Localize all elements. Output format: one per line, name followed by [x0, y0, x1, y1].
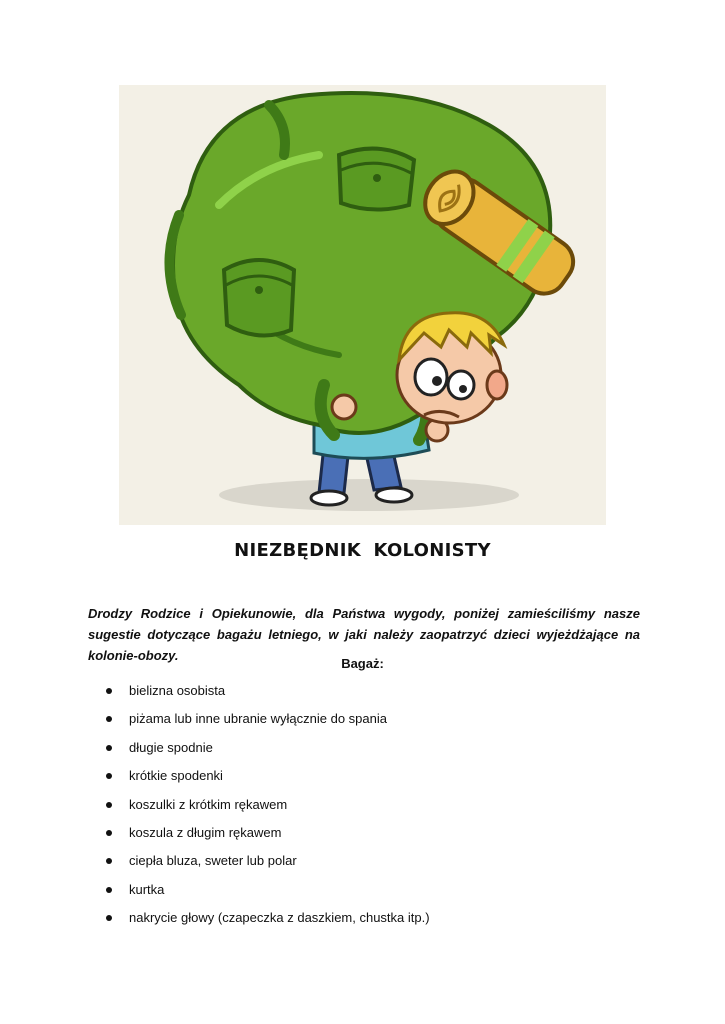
bullet-icon — [106, 858, 112, 864]
bullet-icon — [106, 773, 112, 779]
page-title: NIEZBĘDNIK KOLONISTY — [234, 540, 491, 561]
bullet-icon — [106, 745, 112, 751]
list-item — [0, 882, 430, 910]
backpack-boy-illustration — [119, 85, 606, 525]
bullet-icon — [106, 830, 112, 836]
list-item-label: kurtka — [129, 881, 165, 897]
list-item-label: krótkie spodenki — [129, 768, 223, 784]
bullet-icon — [106, 802, 112, 808]
list-item — [0, 711, 430, 739]
list-item-label: długie spodnie — [129, 739, 213, 755]
luggage-list — [0, 683, 430, 939]
list-item — [0, 797, 430, 825]
list-item-label: piżama lub inne ubranie wyłącznie do spania — [129, 711, 387, 727]
list-item — [0, 853, 430, 881]
list-item-label: koszula z długim rękawem — [129, 824, 282, 840]
intro-paragraph: Drodzy Rodzice i Opiekunowie, dla Państwa wygody, poniżej zamieściliśmy nasze sugestie dotyczące bagażu letniego, w jaki należy zaopatrzyć dzieci wyjeżdżające na kolonie-obozy. — [88, 606, 640, 663]
list-item — [0, 768, 430, 796]
list-item — [0, 683, 430, 711]
section-heading: Bagaż: — [341, 656, 384, 671]
list-item — [0, 740, 430, 768]
bullet-icon — [106, 915, 112, 921]
bullet-icon — [106, 887, 112, 893]
bullet-icon — [106, 716, 112, 722]
list-item-label: bielizna osobista — [129, 683, 226, 698]
list-item-label: nakrycie głowy (czapeczka z daszkiem, chustka itp.) — [129, 910, 430, 926]
bullet-icon — [106, 688, 112, 694]
list-item — [0, 825, 430, 853]
list-item — [0, 910, 430, 938]
list-item-label: ciepła bluza, sweter lub polar — [129, 853, 297, 869]
list-item-label: koszulki z krótkim rękawem — [129, 796, 288, 812]
